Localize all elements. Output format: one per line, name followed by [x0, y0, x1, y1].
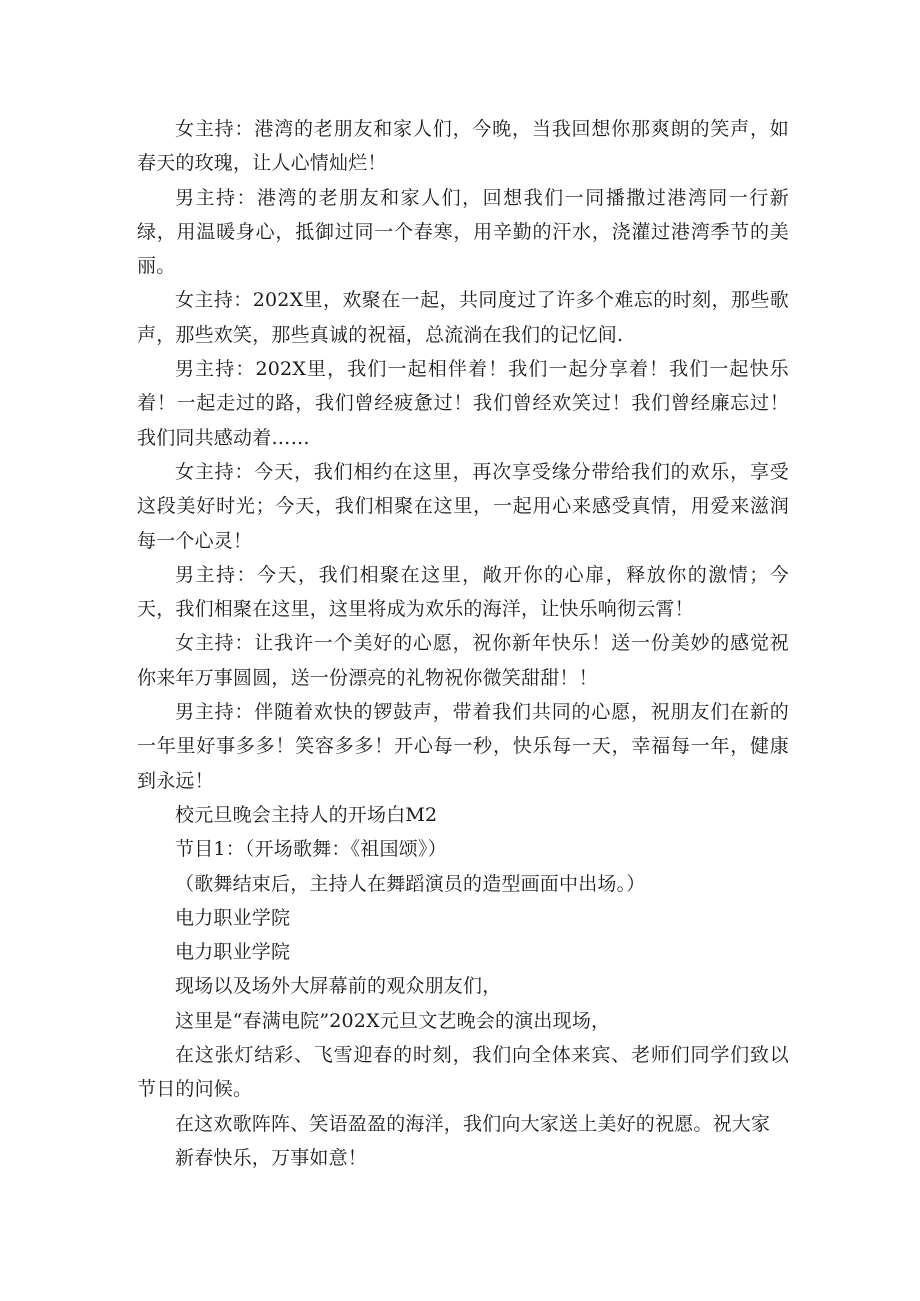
school-name-line-2: 电力职业学院 [175, 941, 291, 964]
closing-paragraph-1: 在这张灯结彩、飞雪迎春的时刻，我们向全体来宾、老师们同学们致以节日的问候。 [137, 1044, 789, 1101]
stage-note: （歌舞结束后，主持人在舞蹈演员的造型画面中出场。） [175, 872, 646, 895]
venue-announcement: 这里是“春满电院”202X元旦文艺晚会的演出现场， [175, 1009, 611, 1032]
closing-paragraph-2: 在这欢歌阵阵、笑语盈盈的海洋，我们向大家送上美好的祝愿。祝大家 [175, 1112, 771, 1135]
program-line: 节目1：（开场歌舞：《祖国颂》） [175, 838, 447, 861]
audience-greeting: 现场以及场外大屏幕前的观众朋友们， [175, 975, 502, 998]
paragraph-female-host-2: 女主持：202X里，欢聚在一起，共同度过了许多个难忘的时刻，那些歌声，那些欢笑，那些真诚的祝福，总流淌在我们的记忆间. [137, 289, 789, 346]
paragraph-male-host-1: 男主持：港湾的老朋友和家人们，回想我们一同播撒过港湾同一行新绿，用温暖身心，抵御过同一个春寒，用辛勤的汗水，浇灌过港湾季节的美丽。 [137, 186, 789, 278]
paragraph-female-host-3: 女主持：今天，我们相约在这里，再次享受缘分带给我们的欢乐，享受这段美好时光；今天，我们相聚在这里，一起用心来感受真情，用爱来滋润每一个心灵！ [137, 460, 789, 552]
paragraph-male-host-2: 男主持：202X里，我们一起相伴着！我们一起分享着！我们一起快乐着！一起走过的路，我们曾经疲惫过！我们曾经欢笑过！我们曾经廉忘过！我们同共感动着…… [137, 358, 789, 449]
paragraph-female-host-1: 女主持：港湾的老朋友和家人们，今晚，当我回想你那爽朗的笑声，如春天的玫瑰，让人心情灿烂！ [137, 118, 789, 175]
paragraph-female-host-4: 女主持：让我许一个美好的心愿，祝你新年快乐！送一份美妙的感觉祝你来年万事圆圆，送一份漂亮的礼物祝你微笑甜甜！！ [137, 632, 789, 689]
section-heading: 校元旦晚会主持人的开场白M2 [175, 803, 438, 826]
document-body [137, 112, 789, 1175]
paragraph-male-host-4: 男主持：伴随着欢快的锣鼓声，带着我们共同的心愿，祝朋友们在新的一年里好事多多！笑容多多！开心每一秒，快乐每一天，幸福每一年，健康到永远！ [137, 701, 789, 792]
final-wish-line: 新春快乐，万事如意！ [175, 1146, 368, 1169]
school-name-line-1: 电力职业学院 [175, 906, 291, 929]
paragraph-male-host-3: 男主持：今天，我们相聚在这里，敞开你的心扉，释放你的激情；今天，我们相聚在这里，这里将成为欢乐的海洋，让快乐响彻云霄！ [137, 563, 789, 621]
